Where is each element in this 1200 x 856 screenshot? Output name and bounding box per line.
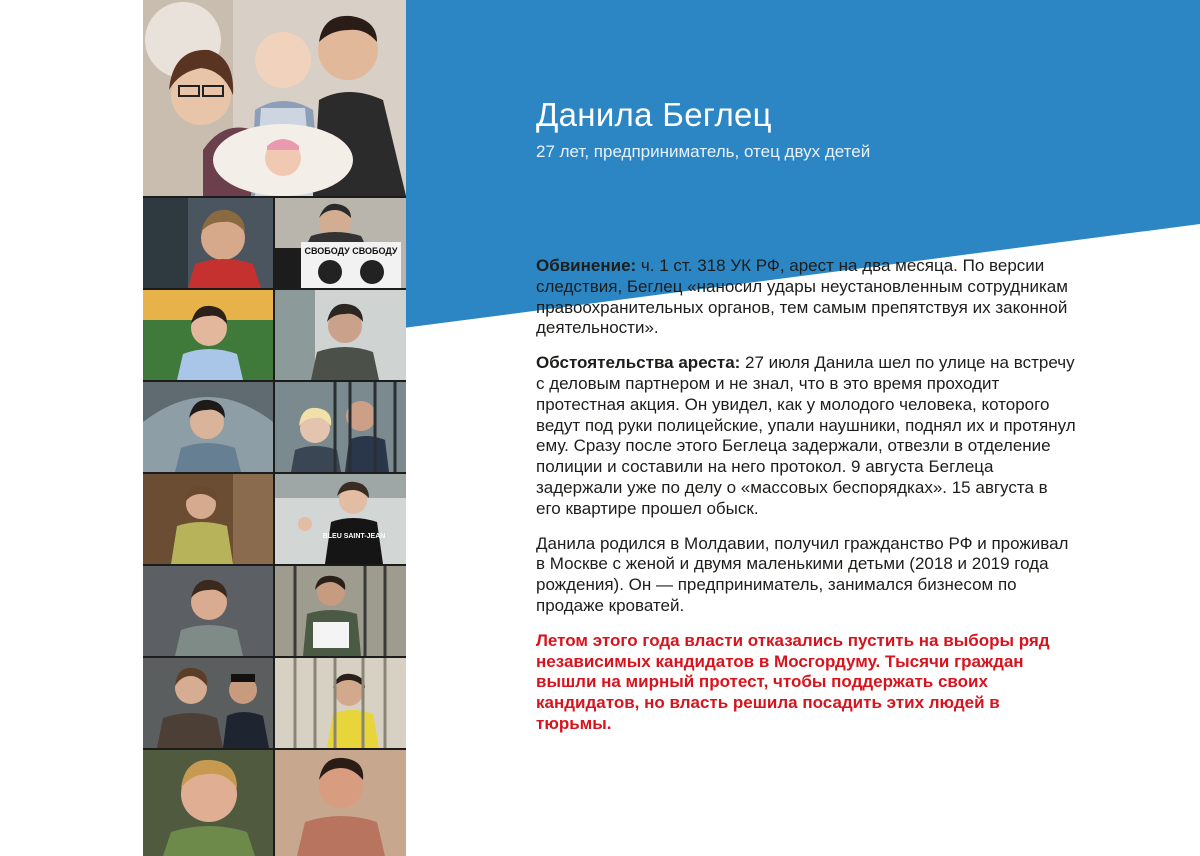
- photo-column: [143, 0, 406, 856]
- arrest-paragraph: [536, 353, 1076, 519]
- portrait-9: [143, 566, 273, 656]
- bio-paragraph: Данила родился в Молдавии, получил гражданство РФ и проживал в Москве с женой и двумя маленькими детьми (2018 и 2019 года рождения). Он — предприниматель, занимался бизнесом по продаже кроватей.: [536, 533, 1069, 615]
- protest-sign-text: СВОБОДУ СВОБОДУ: [304, 246, 398, 256]
- portrait-1: [143, 198, 273, 288]
- portrait-13: [143, 750, 273, 856]
- portrait-14: [275, 750, 406, 856]
- header-block: [536, 96, 1156, 162]
- portrait-11: [143, 658, 273, 748]
- arrest-text: 27 июля Данила шел по улице на встречу с деловым партнером и не знал, что в это время проходит протестная акция. Он увидел, как у молодого человека, которого ведут под руки полицейские, упали наушники, поднял их и протянул ему. Сразу после этого Беглеца задержали, отвезли в отделение полиции и составили на него протокол. 9 августа Беглеца задержали уже по делу о «массовых беспорядках». 15 августа в его квартире прошел обыск.: [536, 353, 1076, 518]
- article-body: [536, 256, 1076, 749]
- charge-label: Обвинение:: [536, 256, 637, 275]
- person-name-title: Данила Беглец: [536, 96, 772, 133]
- portrait-3: [143, 290, 273, 380]
- portrait-12-courtroom: [275, 658, 406, 748]
- shirt-print-text: BLEU SAINT-JEAN: [322, 533, 386, 540]
- portrait-5: [143, 382, 273, 472]
- portrait-10-courtroom: [275, 566, 406, 656]
- portrait-7: [143, 474, 273, 564]
- person-subtitle: 27 лет, предприниматель, отец двух детей: [536, 142, 871, 161]
- family-photo: [143, 0, 406, 196]
- portrait-8: [275, 474, 406, 564]
- portrait-4: [275, 290, 406, 380]
- appeal-paragraph: Летом этого года власти отказались пустить на выборы ряд независимых кандидатов в Мосгордуму. Тысячи граждан вышли на мирный протест, чтобы поддержать своих кандидатов, но власть решила посадить этих людей в тюрьмы.: [536, 630, 1050, 733]
- arrest-label: Обстоятельства ареста:: [536, 353, 741, 373]
- portrait-6-courtroom: [275, 382, 406, 472]
- portrait-2-protest-sign: [275, 198, 406, 288]
- charge-text: ч. 1 ст. 318 УК РФ, арест на два месяца. По версии следствия, Беглец «наносил удары неустановленным сотрудникам правоохранительных органов, тем самым препятствуя их законной деятельности».: [536, 256, 1068, 338]
- charge-paragraph: [536, 256, 1076, 339]
